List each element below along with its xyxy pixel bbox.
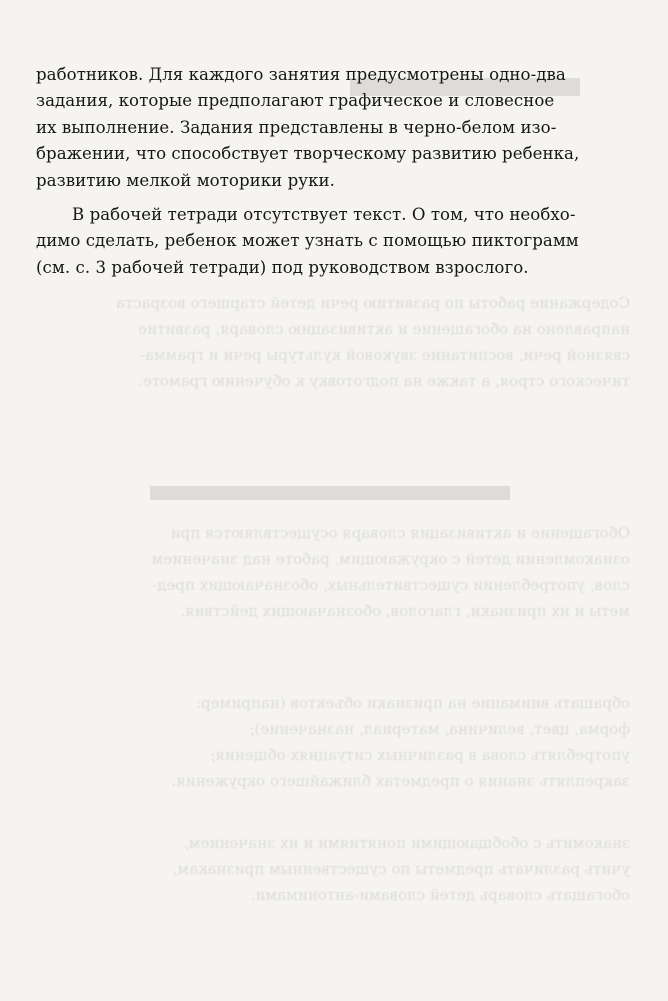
text-line: развитию мелкой моторики руки. (36, 170, 335, 190)
text-line: задания, которые предполагают графическое и словесное (36, 91, 555, 111)
paragraph-1 (36, 62, 594, 194)
text-line: (см. с. 3 рабочей тетради) под руководством взрослого. (36, 257, 529, 277)
body-text (36, 62, 594, 289)
text-line: работников. Для каждого занятия предусмотрены одно-два (36, 65, 566, 84)
paragraph-2 (36, 202, 594, 281)
text-line: их выполнение. Задания представлены в черно-белом изо- (36, 117, 557, 137)
reverse-side-bleed-through: Содержание работы по развитию речи детей старшего возраста направлено на обогащение и активизацию словаря, развитие связной речи, воспитание звуковой культуры речи и грамма- тического строя, а также на подготовку к обучению грамоте. Обогащение и активизация словаря осуществляются при ознакомлении детей с окружающим, работе над значением слов, употреблении существительных, обозначающих пред- меты и их признаки, глаголов, обозначающих действия. обращать внимание на признаки объектов (например: форма, цвет, величина, материал, назначение); употреблять слова в различных ситуациях общения; закреплять знания о предметах ближайшего окружения. знакомить с обобщающими понятиями и их значением, учить различать предметы по существенным признакам, обогащать словарь детей словами-антонимами. (0, 0, 668, 1001)
text-line: бражении, что способствует творческому развитию ребенка, (36, 144, 580, 164)
text-line: В рабочей тетради отсутствует текст. О том, что необхо- (72, 205, 576, 225)
text-line: димо сделать, ребенок может узнать с помощью пиктограмм (36, 231, 579, 251)
